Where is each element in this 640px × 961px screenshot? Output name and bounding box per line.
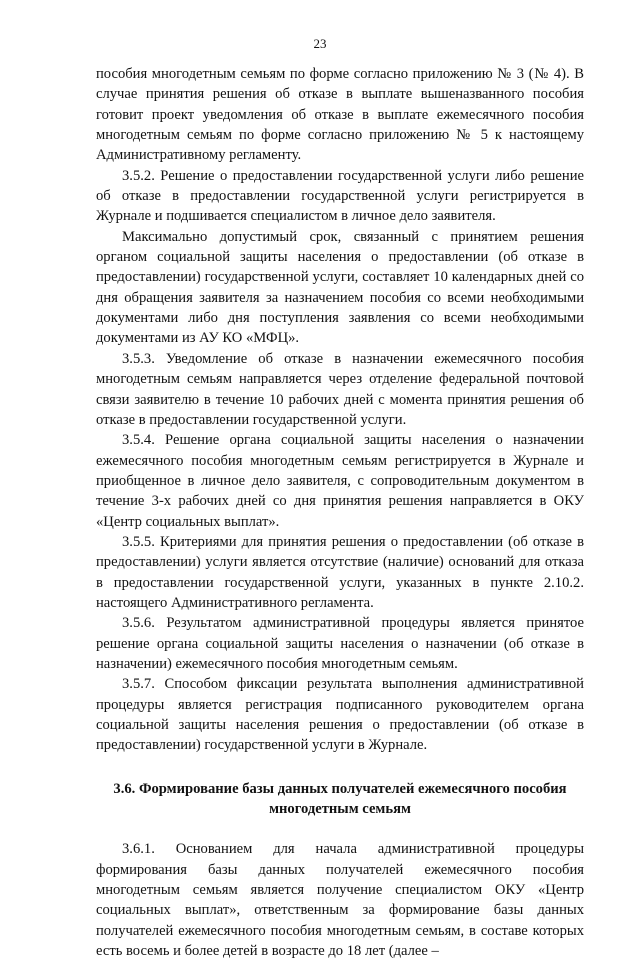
paragraph-3-5-3: 3.5.3. Уведомление об отказе в назначении ежемесячного пособия многодетным семьям направляется через отделение федеральной почтовой связи заявителю в течение 10 рабочих дней с момента принятия решения об отказе в предоставлении государственной услуги.: [96, 350, 584, 428]
paragraph-continuation: пособия многодетным семьям по форме согласно приложению № 3 (№ 4). В случае принятия решения об отказе в выплате вышеназванного пособия готовит проект уведомления об отказе в выплате ежемесячного пособия многодетным семьям по форме согласно приложению № 5 к настоящему Административному регламенту.: [96, 66, 584, 164]
page-number: 23: [313, 36, 327, 51]
paragraph-3-6-1: 3.6.1. Основанием для начала административной процедуры формирования базы данных получателей ежемесячного пособия многодетным семьям является получение специалистом ОКУ «Центр социальных выплат», ответственным за формирование базы данных получателей ежемесячного пособия многодетным семьям, в составе которых есть восемь и более детей в возрасте до 18 лет (далее –: [96, 841, 584, 960]
section-heading-line-1: 3.6. Формирование базы данных получателей ежемесячного пособия: [113, 780, 567, 797]
paragraph-3-5-2: 3.5.2. Решение о предоставлении государственной услуги либо решение об отказе в предоставлении государственной услуги регистрируется в Журнале и подшивается специалистом в личное дело заявителя.: [96, 167, 584, 225]
document-body: [96, 64, 584, 961]
section-heading-3-6: [96, 779, 584, 820]
paragraph-3-5-7: 3.5.7. Способом фиксации результата выполнения административной процедуры является регистрация подписанного руководителем органа социальной защиты населения решения о предоставлении (об отказе в предоставлении) государственной услуги в Журнале.: [96, 676, 584, 754]
paragraph-max-term: Максимально допустимый срок, связанный с принятием решения органом социальной защиты населения о предоставлении (об отказе в предоставлении) государственной услуги, составляет 10 календарных дней со дня обращения заявителя за назначением пособия со всеми необходимыми документами либо дня поступления заявления со всеми необходимыми документами из АУ КО «МФЦ».: [96, 228, 584, 347]
paragraph-3-5-5: 3.5.5. Критериями для принятия решения о предоставлении (об отказе в предоставлении) услуги является отсутствие (наличие) оснований для отказа в предоставлении государственной услуги, указанных в пункте 2.10.2. настоящего Административного регламента.: [96, 533, 584, 611]
paragraph-3-5-4: 3.5.4. Решение органа социальной защиты населения о назначении ежемесячного пособия многодетным семьям регистрируется в Журнале и приобщенное в личное дело заявителя, с сопроводительным документом в течение 3-х рабочих дней со дня принятия решения направляется в ОКУ «Центр социальных выплат».: [96, 432, 584, 530]
paragraph-3-5-6: 3.5.6. Результатом административной процедуры является принятое решение органа социальной защиты населения о назначении (об отказе в назначении) ежемесячного пособия многодетным семьям.: [96, 615, 584, 672]
section-heading-line-2: многодетным семьям: [269, 801, 411, 818]
